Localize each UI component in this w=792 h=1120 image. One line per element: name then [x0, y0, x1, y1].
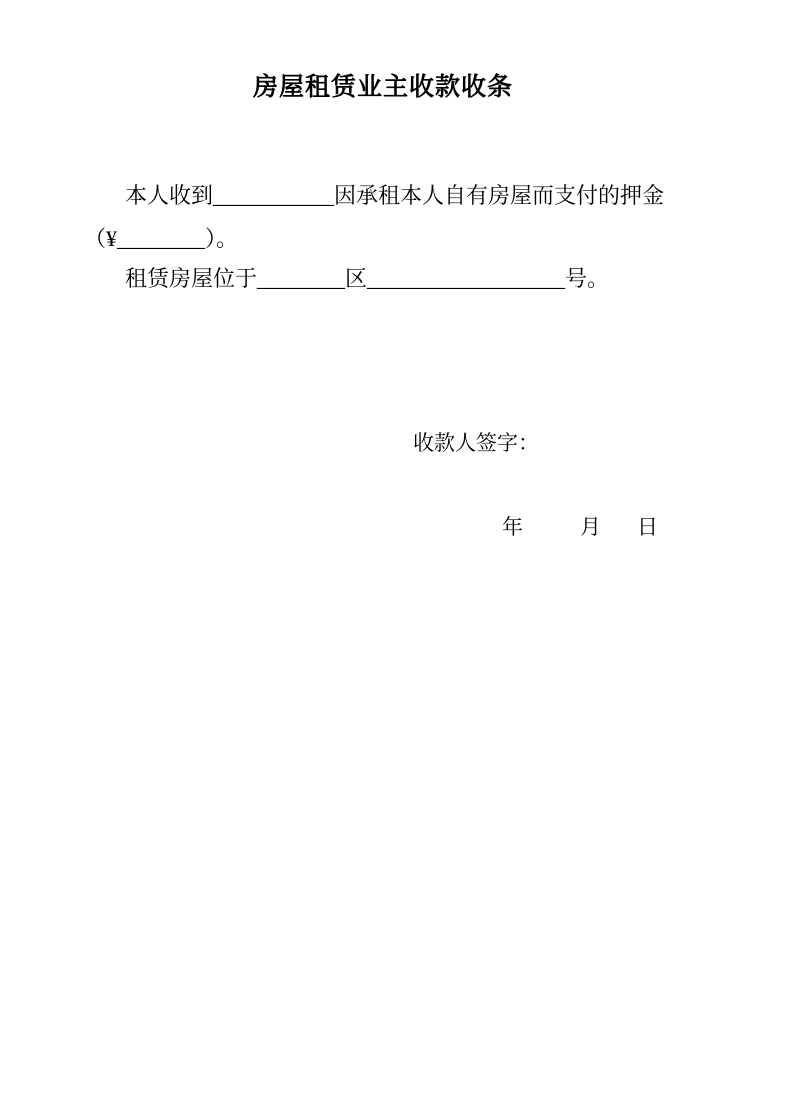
address-blank-field: __________________ [367, 266, 566, 291]
amount-blank-field: ________ [117, 226, 206, 251]
payee-signature-label: 收款人签字： [413, 431, 539, 455]
tenant-name-blank-field: ___________ [213, 183, 335, 208]
month-label: 月 [580, 515, 601, 539]
property-location-line [125, 266, 609, 291]
amount-open-paren-yen-sign: （¥ [84, 226, 118, 251]
district-blank-field: ________ [257, 266, 346, 291]
document-title: 房屋租赁业主收款收条 [252, 74, 513, 101]
house-number-label: 号。 [565, 266, 610, 291]
district-label: 区 [345, 266, 368, 291]
date-line [502, 515, 658, 539]
receipt-body-line-1 [125, 183, 664, 208]
property-located-at-label: 租赁房屋位于 [125, 266, 258, 291]
year-label: 年 [502, 515, 523, 539]
receipt-amount-line [84, 226, 238, 251]
deposit-purpose-text: 因承租本人自有房屋而支付的押金 [334, 183, 665, 208]
received-from-label: 本人收到 [125, 183, 214, 208]
amount-close-paren: ）。 [205, 226, 239, 251]
day-label: 日 [637, 515, 658, 539]
